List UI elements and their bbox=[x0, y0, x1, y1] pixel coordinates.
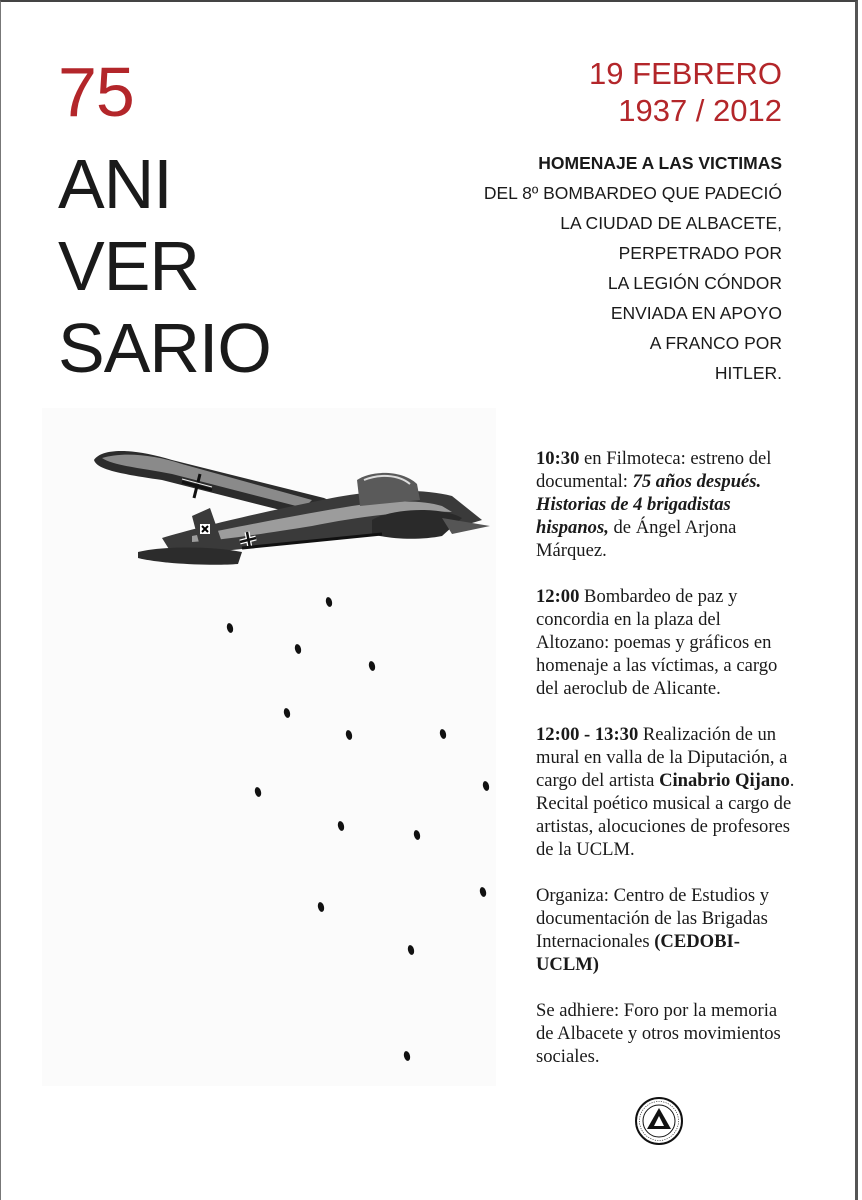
homage-text bbox=[422, 148, 782, 388]
bomber-plane-image bbox=[94, 451, 490, 565]
event-1030: 10:30 en Filmoteca: estreno del documental: 75 años después. Historias de 4 brigadistas hispanos, de Ángel Arjona Márquez. bbox=[536, 448, 772, 561]
events-column bbox=[536, 447, 796, 1091]
event-time: 12:00 bbox=[536, 586, 580, 607]
date-line-1: 19 FEBRERO bbox=[589, 56, 782, 91]
documentary-title: 75 años después. Historias de 4 brigadistas hispanos, bbox=[536, 471, 762, 538]
bomber-photo bbox=[42, 408, 496, 1086]
event-1200-1330: 12:00 - 13:30 Realización de un mural en valla de la Diputación, a cargo del artista Cinabrio Qijano. Recital poético musical a cargo de artistas, alocuciones de profesores de la UCLM. bbox=[536, 724, 795, 860]
event-time: 12:00 - 13:30 bbox=[536, 724, 639, 745]
anniversary-word-line-2: VER bbox=[58, 227, 199, 305]
organizer: Organiza: Centro de Estudios y documentación de las Brigadas Internacionales (CEDOBI-UCLM) bbox=[536, 885, 770, 975]
brigadas-logo-icon bbox=[634, 1096, 684, 1146]
falling-bombs bbox=[226, 596, 490, 1061]
date-line-2: 1937 / 2012 bbox=[618, 93, 782, 128]
homage-line: LA LEGIÓN CÓNDOR bbox=[607, 273, 782, 293]
organizer-acronym: (CEDOBI-UCLM) bbox=[536, 931, 740, 975]
homage-line: HITLER. bbox=[714, 363, 782, 383]
artist-name: Cinabrio Qijano bbox=[659, 770, 790, 791]
homage-line: A FRANCO POR bbox=[649, 333, 782, 353]
homage-line: DEL 8º BOMBARDEO QUE PADECIÓ bbox=[483, 183, 782, 203]
homage-line: ENVIADA EN APOYO bbox=[610, 303, 782, 323]
homage-line: PERPETRADO POR bbox=[618, 243, 782, 263]
homage-title: HOMENAJE A LAS VICTIMAS bbox=[538, 153, 782, 173]
homage-line: LA CIUDAD DE ALBACETE, bbox=[560, 213, 782, 233]
event-1200: 12:00 Bombardeo de paz y concordia en la plaza del Altozano: poemas y gráficos en homenaje a las víctimas, a cargo del aeroclub de Alicante. bbox=[536, 586, 778, 699]
anniversary-number: 75 bbox=[58, 53, 134, 131]
event-time: 10:30 bbox=[536, 448, 580, 469]
supporters: Se adhiere: Foro por la memoria de Albacete y otros movimientos sociales. bbox=[536, 1000, 781, 1067]
anniversary-word-line-3: SARIO bbox=[58, 309, 271, 387]
anniversary-word-line-1: ANI bbox=[58, 145, 172, 223]
